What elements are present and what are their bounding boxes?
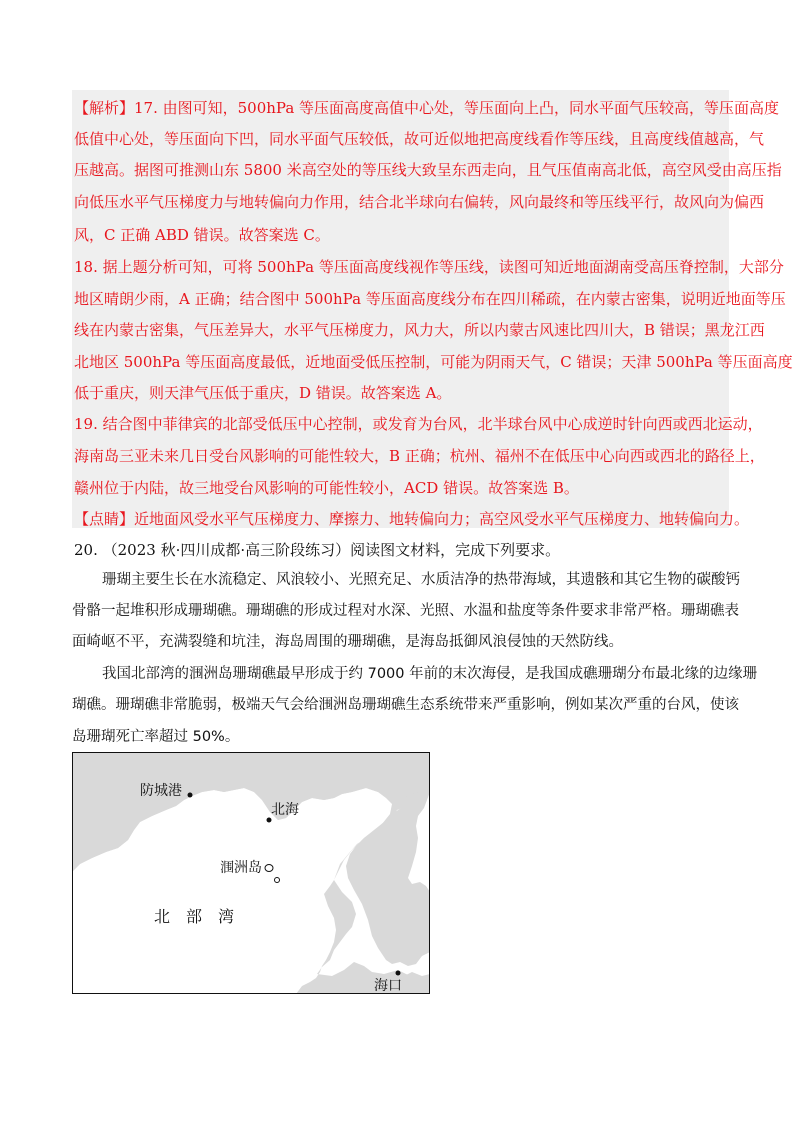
analysis-line: 地区晴朗少雨，A 正确；结合图中 500hPa 等压面高度线分布在四川稀疏，在内蒙古密集，说明近地面等压 bbox=[74, 290, 786, 308]
fangchenggang-dot bbox=[188, 793, 193, 798]
beihai-dot bbox=[267, 818, 272, 823]
xieyang-island bbox=[275, 878, 280, 883]
passage-line: 我国北部湾的涠洲岛珊瑚礁最早形成于约 7000 年前的末次海侵，是我国成礁珊瑚分布最北缘的边缘珊 bbox=[102, 666, 758, 682]
analysis-line: 【解析】17. 由图可知，500hPa 等压面高度高值中心处，等压面向上凸，同水平面气压较高，等压面高度 bbox=[74, 99, 780, 117]
analysis-line: 海南岛三亚未来几日受台风影响的可能性较大，B 正确；杭州、福州不在低压中心向西或西北的路径上， bbox=[74, 447, 765, 465]
analysis-line: 19. 结合图中菲律宾的北部受低压中心控制，或发育为台风，北半球台风中心成逆时针向西或西北运动， bbox=[74, 415, 763, 433]
analysis-line: 18. 据上题分析可知，可将 500hPa 等压面高度线视作等压线，读图可知近地面湖南受高压脊控制，大部分 bbox=[74, 258, 784, 276]
analysis-line: 北地区 500hPa 等压面高度最低，近地面受低压控制，可能为阴雨天气，C 错误；天津 500hPa 等压面高度 bbox=[74, 353, 793, 371]
analysis-line: 低于重庆，则天津气压低于重庆，D 错误。故答案选 A。 bbox=[74, 384, 452, 402]
analysis-line: 向低压水平气压梯度力与地转偏向力作用，结合北半球向右偏转，风向最终和等压线平行，故风向为偏西 bbox=[74, 193, 765, 211]
passage-line: 骨骼一起堆积形成珊瑚礁。珊瑚礁的形成过程对水深、光照、水温和盐度等条件要求非常严格。珊瑚礁表 bbox=[72, 603, 739, 619]
analysis-line: 线在内蒙古密集，气压差异大，水平气压梯度力，风力大，所以内蒙古风速比四川大，B 错误；黑龙江西 bbox=[74, 321, 765, 339]
passage-line: 瑚礁。珊瑚礁非常脆弱，极端天气会给涠洲岛珊瑚礁生态系统带来严重影响，例如某次严重的台风，使该 bbox=[72, 697, 739, 713]
question-title: 20. （2023 秋·四川成都·高三阶段练习）阅读图文材料，完成下列要求。 bbox=[74, 541, 561, 559]
passage-line: 岛珊瑚死亡率超过 50%。 bbox=[72, 729, 240, 745]
beibu-gulf-map bbox=[72, 752, 430, 994]
weizhou-label: 涠洲岛 bbox=[220, 860, 262, 876]
analysis-line: 压越高。据图可推测山东 5800 米高空处的等压线大致呈东西走向，且气压值南高北低，高空风受由高压指 bbox=[74, 161, 782, 179]
haikou-dot bbox=[396, 971, 401, 976]
beihai-label: 北海 bbox=[271, 802, 299, 818]
passage-line: 珊瑚主要生长在水流稳定、风浪较小、光照充足、水质洁净的热带海域，其遗骸和其它生物的碳酸钙 bbox=[102, 572, 740, 588]
passage-line: 面崎岖不平，充满裂缝和坑洼，海岛周围的珊瑚礁，是海岛抵御风浪侵蚀的天然防线。 bbox=[72, 634, 623, 650]
analysis-line: 低值中心处，等压面向下凹，同水平面气压较低，故可近似地把高度线看作等压线，且高度线值越高，气 bbox=[74, 130, 765, 148]
haikou-label: 海口 bbox=[374, 978, 402, 994]
fangchenggang-label: 防城港 bbox=[140, 783, 182, 799]
gulf-label: 北 部 湾 bbox=[154, 907, 235, 926]
analysis-line: 赣州位于内陆，故三地受台风影响的可能性较小，ACD 错误。故答案选 B。 bbox=[74, 479, 579, 497]
tip-line: 【点睛】近地面风受水平气压梯度力、摩擦力、地转偏向力；高空风受水平气压梯度力、地转偏向力。 bbox=[74, 510, 750, 528]
weizhou-island bbox=[265, 865, 273, 872]
analysis-line: 风，C 正确 ABD 错误。故答案选 C。 bbox=[74, 226, 330, 244]
